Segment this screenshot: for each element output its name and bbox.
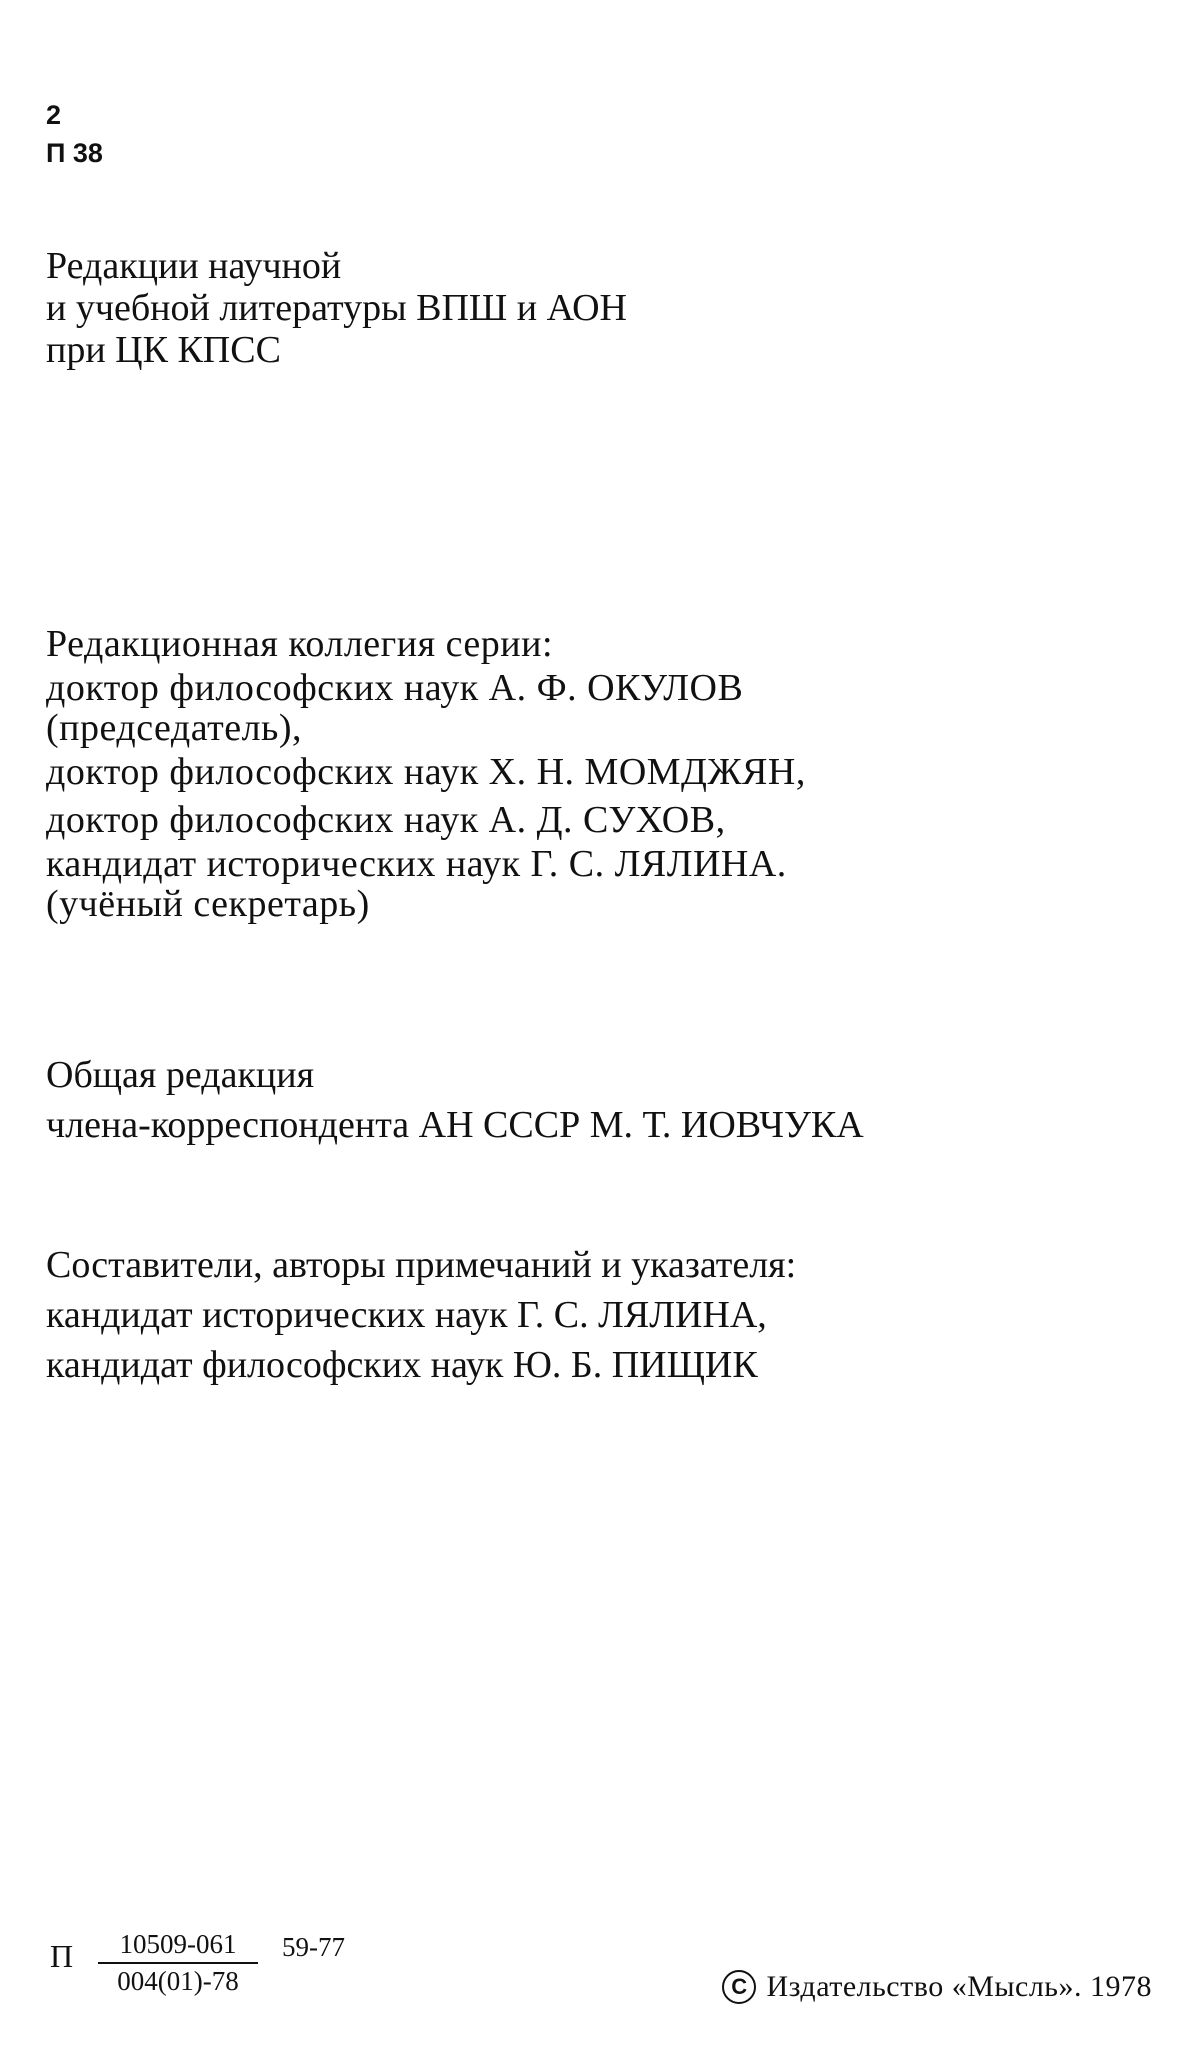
compiler-name: кандидат философских наук Ю. Б. ПИЩИК [46, 1344, 758, 1386]
general-editor [46, 1050, 864, 1150]
compilers-heading: Составители, авторы примечаний и указателя: [46, 1244, 797, 1286]
publisher-line: Редакции научной [46, 245, 342, 287]
index-letter: П [50, 1938, 74, 1974]
copyright-icon: C [722, 1970, 756, 2004]
editorial-board-role: (председатель), [46, 707, 303, 749]
udk-code [46, 96, 103, 172]
compiler-name: кандидат исторических наук Г. С. ЛЯЛИНА, [46, 1294, 767, 1336]
publisher-line: при ЦК КПСС [46, 329, 281, 371]
index-fraction [98, 1928, 258, 1998]
editorial-board-member: доктор философских наук Х. Н. МОМДЖЯН, [46, 751, 806, 793]
index-numerator: 10509-061 [98, 1928, 258, 1964]
copyright-notice [722, 1970, 1152, 2004]
editorial-board-role: (учёный секретарь) [46, 883, 370, 925]
compilers [46, 1240, 796, 1390]
editorial-board-member: доктор философских наук А. Д. СУХОВ, [46, 799, 726, 841]
publisher-line: и учебной литературы ВПШ и АОН [46, 287, 628, 329]
general-editor-name: члена-корреспондента АН СССР М. Т. ИОВЧУКА [46, 1104, 864, 1146]
index-suffix: 59-77 [282, 1932, 345, 1962]
copyright-text: Издательство «Мысль». 1978 [766, 1970, 1152, 2003]
editorial-board-member: кандидат исторических наук Г. С. ЛЯЛИНА. [46, 843, 787, 885]
editorial-board [46, 620, 806, 924]
bbk-code: П 38 [46, 138, 103, 168]
index-denominator: 004(01)-78 [117, 1966, 239, 1996]
editorial-board-member: доктор философских наук А. Ф. ОКУЛОВ [46, 667, 744, 709]
general-editor-label: Общая редакция [46, 1054, 315, 1096]
udk-number: 2 [46, 100, 62, 130]
publisher-imprint [46, 245, 627, 371]
editorial-board-heading: Редакционная коллегия серии: [46, 623, 553, 665]
